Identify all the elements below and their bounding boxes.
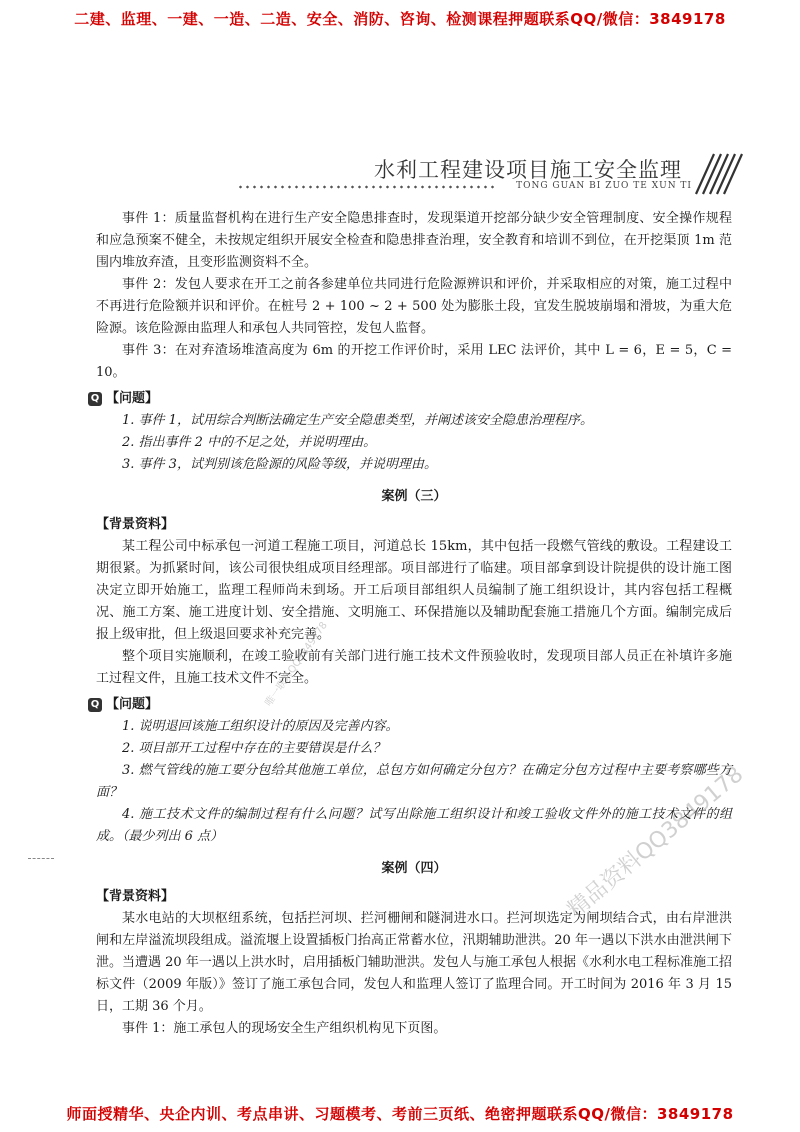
header-dotted-rule	[237, 185, 497, 189]
question-item: 1. 事件 1，试用综合判断法确定生产安全隐患类型，并阐述该安全隐患治理程序。	[122, 413, 593, 428]
question-icon: Q	[88, 392, 102, 406]
bottom-banner: 师面授精华、央企内训、考点串讲、习题模考、考前三页纸、绝密押题联系QQ/微信：3849178	[66, 1105, 734, 1123]
event-paragraph: 事件 2：发包人要求在开工之前各参建单位共同进行危险源辨识和评价，并采取相应的对策，施工过程中不再进行危险额并识和评价。在桩号 2 + 100 ~ 2 + 500 处为膨胀土段，宜发生脱坡崩塌和滑坡，为重大危险源。该危险源由监理人和承包人共同管控，发包人监督。	[96, 277, 732, 336]
background-paragraph: 某工程公司中标承包一河道工程施工项目，河道总长 15km，其中包括一段燃气管线的敷设。工程建设工期很紧。为抓紧时间，该公司很快组成项目经理部。项目部进行了临建。项目部拿到设计院提供的设计施工图决定立即开始施工，监理工程师尚未到场。开工后项目部组织人员编制了施工组织设计，其内容包括工程概况、施工方案、施工进度计划、安全措施、文明施工、环保措施以及辅助配套施工措施几个方面。编制完成后报上级审批，但上级退回要求补充完善。	[96, 539, 732, 642]
case-three-title: 案例（三）	[381, 489, 447, 504]
questions-header	[90, 388, 732, 410]
event-paragraph: 事件 1：质量监督机构在进行生产安全隐患排查时，发现渠道开挖部分缺少安全管理制度、安全操作规程和应急预案不健全，未按规定组织开展安全检查和隐患排查治理，安全教育和培训不到位，在开挖渠顶 1m 范围内堆放弃渣，且变形监测资料不全。	[96, 211, 732, 270]
question-item: 3. 事件 3，试判别该危险源的风险等级，并说明理由。	[122, 457, 437, 472]
case-four-title: 案例（四）	[381, 861, 447, 876]
watermark-small: 唯一联系QQ3849178	[263, 620, 330, 709]
watermark: 精品资料QQ3849178	[563, 762, 749, 923]
background-label: 【背景资料】	[96, 517, 175, 532]
question-icon: Q	[88, 698, 102, 712]
background-paragraph: 事件 1：施工承包人的现场安全生产组织机构见下页图。	[122, 1021, 447, 1036]
header-subtitle: TONG GUAN BI ZUO TE XUN TI	[516, 181, 692, 191]
header-title: 水利工程建设项目施工安全监理	[374, 158, 682, 182]
questions-label: 【问题】	[106, 391, 159, 406]
questions-header	[90, 694, 732, 716]
background-label: 【背景资料】	[96, 889, 175, 904]
question-item: 3. 燃气管线的施工要分包给其他施工单位，总包方如何确定分包方？在确定分包方过程中主要考察哪些方面？	[96, 763, 732, 800]
questions-label: 【问题】	[106, 697, 159, 712]
question-item: 2. 项目部开工过程中存在的主要错误是什么？	[122, 741, 386, 756]
event-paragraph: 事件 3：在对弃渣场堆渣高度为 6m 的开挖工作评价时，采用 LEC 法评价，其中 L = 6，E = 5，C = 10。	[96, 343, 732, 380]
margin-mark	[28, 858, 54, 859]
question-item: 1. 说明退回该施工组织设计的原因及完善内容。	[122, 719, 399, 734]
background-paragraph: 整个项目实施顺利，在竣工验收前有关部门进行施工技术文件预验收时，发现项目部人员正在补填许多施工过程文件，且施工技术文件不完全。	[96, 649, 732, 686]
page-header	[240, 150, 760, 200]
question-item: 4. 施工技术文件的编制过程有什么问题？试写出除施工组织设计和竣工验收文件外的施工技术文件的组成。（最少列出 6 点）	[96, 807, 732, 844]
question-item: 2. 指出事件 2 中的不足之处，并说明理由。	[122, 435, 377, 450]
header-stripes-icon	[678, 152, 748, 196]
document-body	[90, 208, 732, 1040]
background-paragraph: 某水电站的大坝枢纽系统，包括拦河坝、拦河栅闸和隧洞进水口。拦河坝选定为闸坝结合式，由右岸泄洪闸和左岸溢流坝段组成。溢流堰上设置插板门抬高正常蓄水位，汛期辅助泄洪。20 年一遇以下洪水由泄洪闸下泄。当遭遇 20 年一遇以上洪水时，启用插板门辅助泄洪。发包人与施工承包人根据《水利水电工程标准施工招标文件（2009 年版）》签订了施工承包合同，发包人和监理人签订了监理合同。开工时间为 2016 年 3 月 15 日，工期 36 个月。	[96, 911, 732, 1014]
top-banner: 二建、监理、一建、一造、二造、安全、消防、咨询、检测课程押题联系QQ/微信：3849178	[74, 10, 726, 28]
